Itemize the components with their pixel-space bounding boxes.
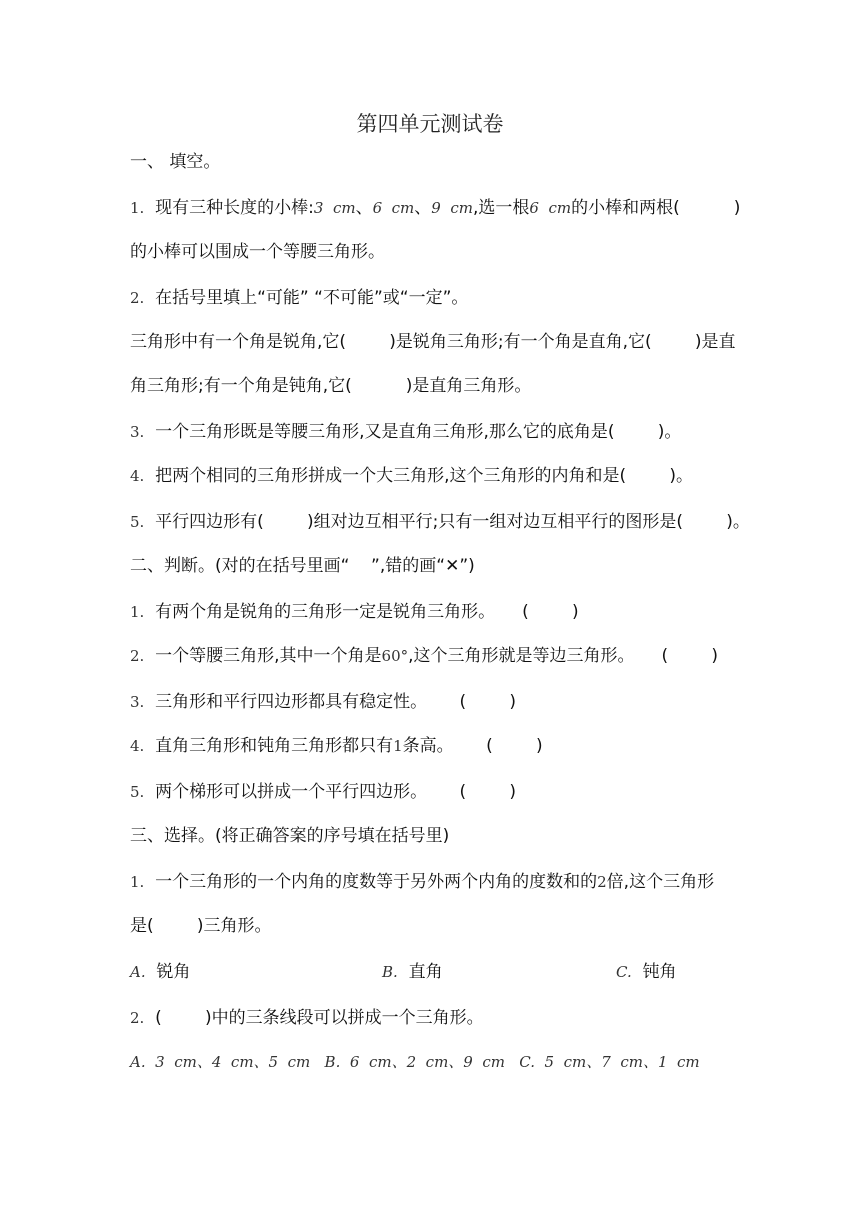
question-number: 1.: [130, 603, 145, 621]
separator: 、: [355, 198, 373, 218]
question-1-2: [130, 286, 468, 310]
question-number: 5.: [130, 513, 145, 531]
question-3-1: [130, 870, 714, 894]
section-heading-fill-blank: 一、 填空。: [130, 152, 221, 172]
question-2-2: [130, 644, 718, 668]
question-number: 2.: [130, 647, 145, 665]
question-text: 条高。 ( ): [402, 736, 543, 756]
question-text: ( )中的三条线段可以拼成一个三角形。: [155, 1008, 484, 1028]
question-text: 一个三角形的一个内角的度数等于另外两个内角的度数和的: [155, 872, 598, 892]
question-text: 有两个角是锐角的三角形一定是锐角三角形。 ( ): [155, 602, 579, 622]
section-heading-multiple-choice: 三、选择。(将正确答案的序号填在括号里): [130, 826, 450, 846]
question-1-2-line2: 三角形中有一个角是锐角,它( )是锐角三角形;有一个角是直角,它( )是直: [130, 332, 736, 352]
section-heading-true-false: 二、判断。(对的在括号里画“ ”,错的画“✕”): [130, 556, 475, 576]
question-3-1-continued: 是( )三角形。: [130, 916, 272, 936]
question-1-4: [130, 464, 693, 488]
question-text: 一个等腰三角形,其中一个角是: [155, 646, 382, 666]
question-text: 三角形和平行四边形都具有稳定性。 ( ): [155, 692, 517, 712]
length-value: 6 cm: [372, 199, 415, 217]
question-number: 1.: [130, 873, 145, 891]
separator: 、: [414, 198, 432, 218]
question-text: 一个三角形既是等腰三角形,又是直角三角形,那么它的底角是( )。: [155, 422, 682, 442]
question-number: 4.: [130, 467, 145, 485]
question-text: 平行四边形有( )组对边互相平行;只有一组对边互相平行的图形是( )。: [155, 512, 750, 532]
option-text: 锐角: [156, 962, 191, 982]
question-text: 倍,这个三角形: [606, 872, 715, 892]
question-number: 5.: [130, 783, 145, 801]
question-2-5: [130, 780, 516, 804]
option-text: 直角: [408, 962, 443, 982]
question-number: 3.: [130, 423, 145, 441]
option-c: [616, 960, 677, 984]
question-1-3: [130, 420, 681, 444]
question-1-2-line3: 角三角形;有一个角是钝角,它( )是直角三角形。: [130, 376, 532, 396]
length-value: 6 cm: [529, 199, 572, 217]
option-letter: B.: [382, 963, 398, 981]
question-text: 现有三种长度的小棒:: [155, 198, 314, 218]
question-3-2-options: A. 3 cm、4 cm、5 cm B. 6 cm、2 cm、9 cm C. 5 cm、7 cm、1 cm: [130, 1053, 700, 1071]
question-number: 2.: [130, 289, 145, 307]
length-value: 9 cm: [431, 199, 474, 217]
question-1-5: [130, 510, 750, 534]
question-number: 2.: [130, 1009, 145, 1027]
question-text: ,选一根: [473, 198, 530, 218]
question-text: 的小棒和两根( ): [571, 198, 741, 218]
question-text: ,这个三角形就是等边三角形。 ( ): [408, 646, 719, 666]
count-value: 1: [393, 737, 403, 755]
question-2-4: [130, 734, 543, 758]
length-value: 3 cm: [313, 199, 356, 217]
question-text: 两个梯形可以拼成一个平行四边形。 ( ): [155, 782, 517, 802]
page-title: 第四单元测试卷: [356, 112, 504, 136]
question-text: 在括号里填上“可能” “不可能”或“一定”。: [155, 288, 469, 308]
question-number: 3.: [130, 693, 145, 711]
question-number: 4.: [130, 737, 145, 755]
angle-value: 60°: [381, 647, 409, 665]
question-3-2: [130, 1006, 484, 1030]
option-letter: C.: [616, 963, 632, 981]
question-text: 把两个相同的三角形拼成一个大三角形,这个三角形的内角和是( )。: [155, 466, 694, 486]
question-1-1: [130, 196, 740, 220]
question-2-1: [130, 600, 579, 624]
question-2-3: [130, 690, 516, 714]
option-letter: A.: [130, 963, 146, 981]
option-a: [130, 960, 190, 984]
question-number: 1.: [130, 199, 145, 217]
option-b: [382, 960, 443, 984]
question-1-1-continued: 的小棒可以围成一个等腰三角形。: [130, 242, 385, 262]
option-text: 钝角: [642, 962, 677, 982]
multiplier-value: 2: [597, 873, 607, 891]
question-text: 直角三角形和钝角三角形都只有: [155, 736, 394, 756]
